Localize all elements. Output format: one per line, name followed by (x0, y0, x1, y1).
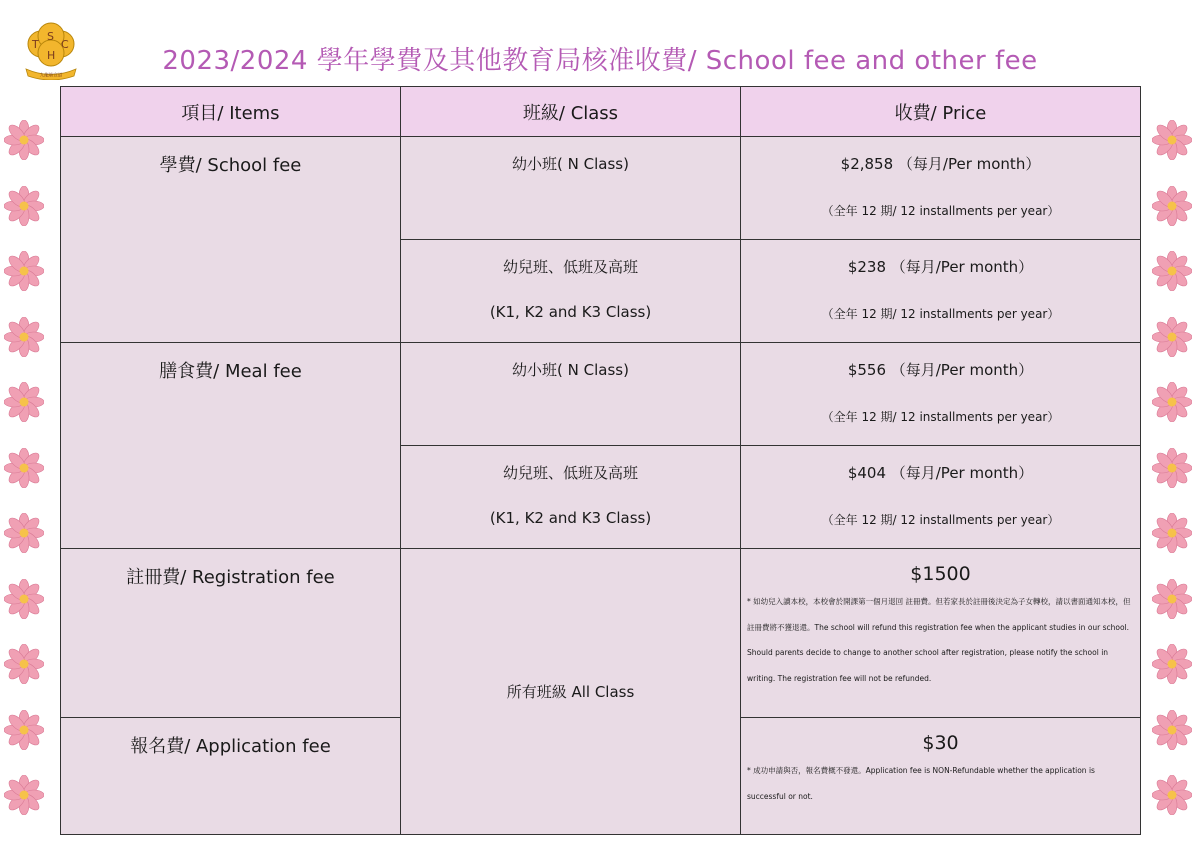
header-class: 班級/ Class (401, 87, 741, 137)
page-title: 2023/2024 學年學費及其他教育局核准收費/ School fee and other fee (162, 46, 1038, 76)
flower-icon (4, 448, 44, 488)
flower-border-left (4, 120, 48, 841)
logo-letter-h: H (47, 49, 56, 62)
price-amount: $404 （每月/Per month） (847, 464, 1034, 482)
flower-icon (1152, 120, 1192, 160)
application-fee-note: * 成功申請與否，報名費概不發還。Application fee is NON-Refundable whether the application is successful or not. (747, 766, 1095, 801)
installments-note: （全年 12 期/ 12 installments per year） (821, 410, 1060, 424)
flower-icon (1152, 579, 1192, 619)
fee-table (60, 86, 1141, 835)
installments-note: （全年 12 期/ 12 installments per year） (821, 204, 1060, 218)
flower-icon (4, 317, 44, 357)
flower-icon (1152, 382, 1192, 422)
price-amount: $2,858 （每月/Per month） (840, 155, 1041, 173)
class-label: 幼兒班、低班及高班 (502, 464, 638, 482)
header-price: 收費/ Price (741, 87, 1141, 137)
price-cell (741, 240, 1141, 343)
price-cell (741, 343, 1141, 446)
class-label-en: (K1, K2 and K3 Class) (489, 509, 652, 527)
class-label: 幼小班( N Class) (512, 155, 629, 173)
flower-icon (4, 513, 44, 553)
flower-icon (4, 644, 44, 684)
price-amount: $238 （每月/Per month） (847, 258, 1034, 276)
table-row (61, 343, 1141, 446)
flower-icon (1152, 251, 1192, 291)
table-header-row (61, 87, 1141, 137)
class-label: 幼兒班、低班及高班 (502, 258, 638, 276)
class-cell (401, 343, 741, 446)
class-cell (401, 137, 741, 240)
flower-icon (4, 579, 44, 619)
flower-icon (1152, 448, 1192, 488)
class-label: 幼小班( N Class) (512, 361, 629, 379)
application-fee-amount: $30 (922, 732, 959, 754)
class-cell (401, 446, 741, 549)
flower-icon (1152, 186, 1192, 226)
logo-banner-text: 九龍塘宣道 (39, 73, 63, 79)
meal-fee-item: 膳食費/ Meal fee (61, 343, 401, 549)
flower-icon (4, 775, 44, 815)
flower-icon (4, 251, 44, 291)
flower-icon (4, 120, 44, 160)
price-cell (741, 446, 1141, 549)
class-label-en: (K1, K2 and K3 Class) (489, 303, 652, 321)
price-amount: $556 （每月/Per month） (847, 361, 1034, 379)
header-items: 項目/ Items (61, 87, 401, 137)
flower-icon (1152, 644, 1192, 684)
installments-note: （全年 12 期/ 12 installments per year） (821, 307, 1060, 321)
table-row (61, 137, 1141, 240)
registration-fee-amount: $1500 (910, 563, 971, 585)
logo-letter-t: T (32, 38, 39, 51)
price-cell (741, 549, 1141, 718)
flower-icon (1152, 317, 1192, 357)
flower-icon (4, 382, 44, 422)
flower-icon (1152, 775, 1192, 815)
installments-note: （全年 12 期/ 12 installments per year） (821, 513, 1060, 527)
flower-border-right (1152, 120, 1196, 841)
registration-fee-item: 註冊費/ Registration fee (61, 549, 401, 718)
application-fee-item: 報名費/ Application fee (61, 718, 401, 835)
logo-letter-c: C (61, 38, 69, 51)
all-class-cell: 所有班級 All Class (401, 549, 741, 835)
flower-icon (1152, 710, 1192, 750)
price-cell (741, 718, 1141, 835)
logo-letter-s: S (47, 30, 54, 43)
school-fee-item: 學費/ School fee (61, 137, 401, 343)
price-cell (741, 137, 1141, 240)
registration-fee-note: * 如幼兒入讀本校，本校會於開課第一個月退回 註冊費。但若家長於註冊後決定為子女轉校，請以書面通知本校，但註冊費將不獲退還。The school will refund this registration fee when the applicant studies in our school. Should parents decide to change to another school after registration, please notify the school in writing. The registration fee will not be refunded. (747, 597, 1131, 683)
flower-icon (1152, 513, 1192, 553)
table-row (61, 549, 1141, 718)
class-cell (401, 240, 741, 343)
flower-icon (4, 186, 44, 226)
flower-icon (4, 710, 44, 750)
